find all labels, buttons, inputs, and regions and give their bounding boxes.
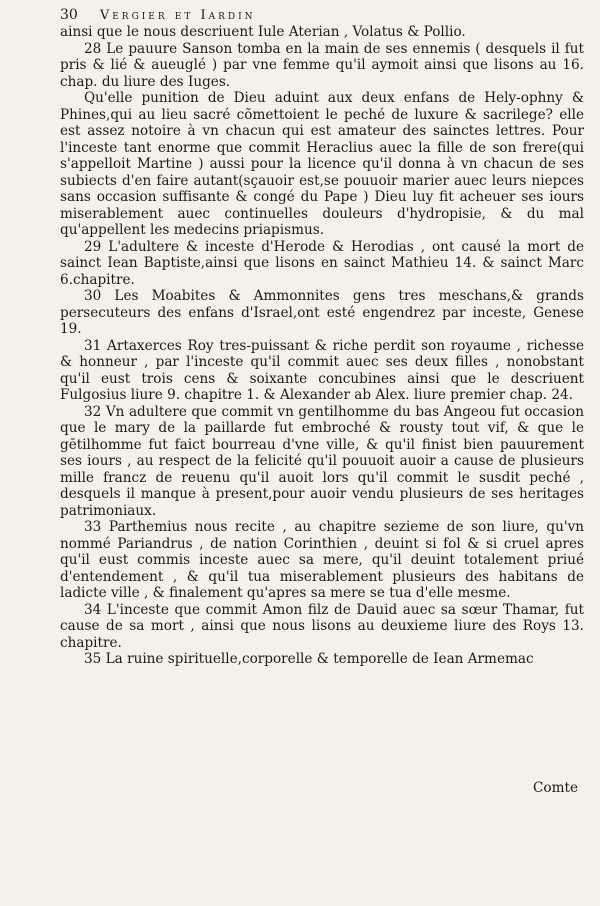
running-header	[60, 6, 584, 24]
page-number: 30	[60, 7, 78, 23]
paragraph-32: 32 Vn adultere que commit vn gentilhomme du bas Angeou fut occasion que le mary de la paillarde fut embroché & rousty tout vif, & que le gētilhomme fut faict bourreau d'vne ville, & qu'il finist bien pauurement ses iours , au respect de la felicité qu'il pouuoit auoir a cause de plusieurs mille francz de reuenu qu'il auoit lors qu'il commit le susdit peché , desquels il manque à present,pour auoir vendu plusieurs de ses heritages patrimoniaux.	[60, 403, 584, 519]
paragraph-31: 31 Artaxerces Roy tres-puissant & riche perdit son royaume , richesse & honneur , par l'inceste qu'il commit auec ses deux filles , nonobstant qu'il eust trois cens & soixante concubines ainsi que le descriuent Fulgosius liure 9. chapitre 1. & Alexander ab Alex. liure premier chap. 24.	[60, 337, 584, 403]
paragraph-33: 33 Parthemius nous recite , au chapitre sezieme de son liure, qu'vn nommé Pariandrus , de nation Corinthien , deuint si fol & si cruel apres qu'il eust commis inceste auec sa mere, qu'il deuint totalement priué d'entendement , & qu'il tua miserablement plusieurs des habitans de ladicte ville , & finalement qu'apres sa mere se tua d'elle mesme.	[60, 519, 584, 601]
paragraph-continuation: ainsi que le nous descriuent Iule Aterian , Volatus & Pollio.	[60, 24, 466, 40]
catchword: Comte	[533, 780, 578, 796]
paragraph-34: 34 L'inceste que commit Amon filz de Dauid auec sa sœur Thamar, fut cause de sa mort , ainsi que nous lisons au deuxieme liure des Roys 13. chapitre.	[60, 601, 584, 651]
paragraph-hely: Qu'elle punition de Dieu aduint aux deux enfans de Hely-ophny & Phines,qui au lieu sacré cõmettoient le peché de luxure & sacrilege? elle est assez notoire à vn chacun qui est amateur des sainctes lettres. Pour l'inceste tant enorme que commit Heraclius auec la fille de son frere(qui s'appelloit Martine ) aussi pour la licence qu'il donna à vn chacun de ses subiects d'en faire autant(sçauoir est,se pouuoir marier auec leurs niepces sans occasion suffisante & congé du Pape ) Dieu luy fit acheuer ses iours miserablement auec continuelles douleurs d'hydropisie, & du mal qu'appellent les medecins priapismus.	[60, 90, 584, 238]
paragraph-35: 35 La ruine spirituelle,corporelle & temporelle de Iean Armemac	[84, 651, 534, 667]
body-text	[60, 24, 584, 668]
paragraph-29: 29 L'adultere & inceste d'Herode & Herodias , ont causé la mort de sainct Iean Baptiste,ainsi que lisons en sainct Mathieu 14. & sainct Marc 6.chapitre.	[60, 238, 584, 288]
running-title: Vergier et Iardin	[99, 8, 256, 23]
paragraph-28: 28 Le pauure Sanson tomba en la main de ses ennemis ( desquels il fut pris & lié & aueuglé ) par vne femme qu'il aymoit ainsi que lisons au 16. chap. du liure des Iuges.	[60, 40, 584, 90]
paragraph-30: 30 Les Moabites & Ammonnites gens tres meschans,& grands persecuteurs des enfans d'Israel,ont esté engendrez par inceste, Genese 19.	[60, 288, 584, 337]
